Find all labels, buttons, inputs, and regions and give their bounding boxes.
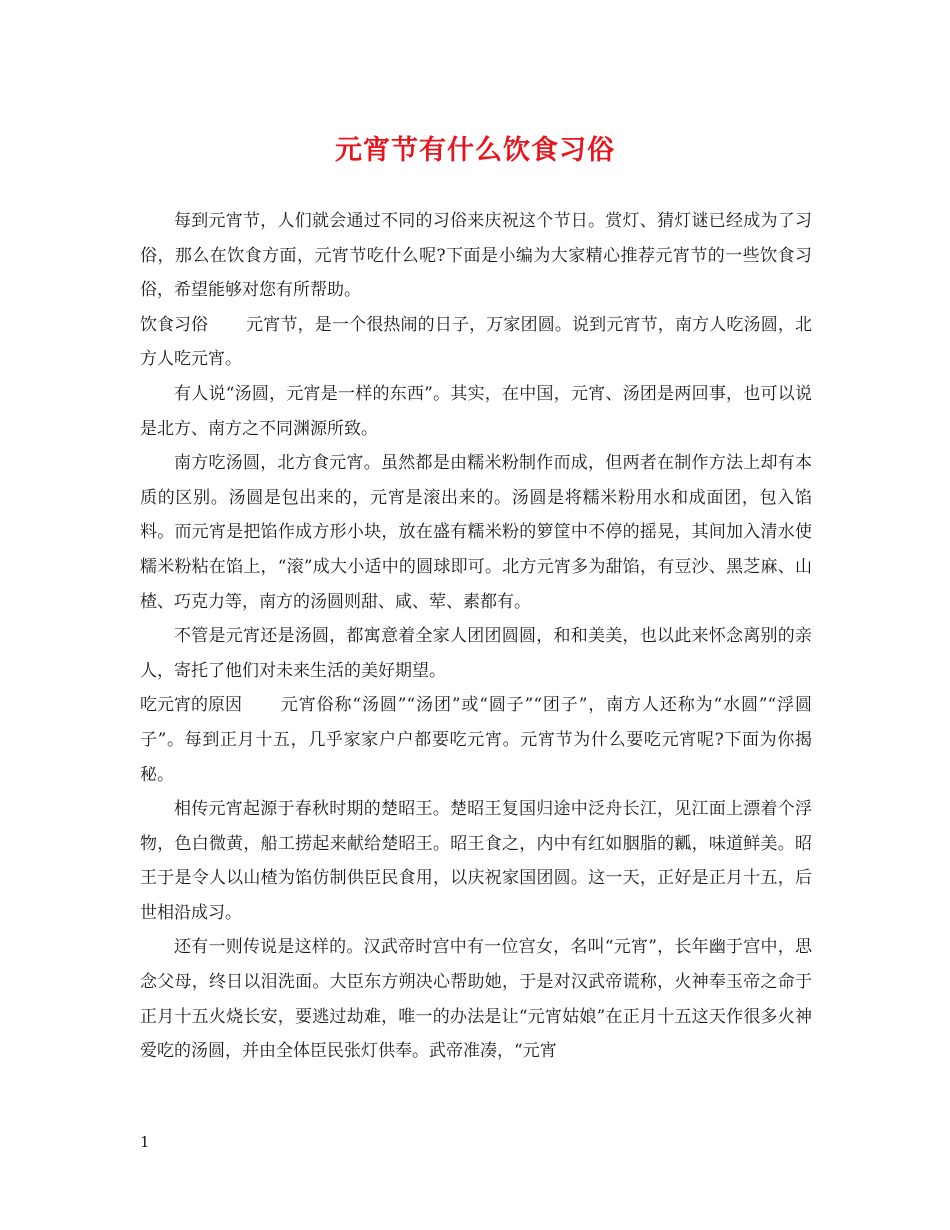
- paragraph-intro: [140, 204, 812, 308]
- page-number: 1: [140, 1133, 150, 1151]
- paragraph-text: 不管是元宵还是汤圆，都寓意着全家人团团圆圆，和和美美，也以此来怀念离别的亲人，寄托了他们对未来生活的美好期望。: [140, 626, 812, 681]
- paragraph-text: 有人说“汤圆，元宵是一样的东西”。其实，在中国，元宵、汤团是两回事，也可以说是北方、南方之不同渊源所致。: [140, 383, 812, 439]
- document-body: [140, 204, 812, 1069]
- paragraph-legend-chu: [140, 792, 812, 930]
- paragraph-text: 元宵俗称“汤圆”“汤团”或“圆子”“团子”，南方人还称为“水圆”“浮圆子”。每到正月十五，几乎家家户户都要吃元宵。元宵节为什么要吃元宵呢?下面为你揭秘。: [140, 695, 812, 785]
- paragraph-text: 每到元宵节，人们就会通过不同的习俗来庆祝这个节日。赏灯、猜灯谜已经成为了习俗，那么在饮食方面，元宵节吃什么呢?下面是小编为大家精心推荐元宵节的一些饮食习俗，希望能够对您有所帮助。: [140, 211, 812, 301]
- paragraph-tangyuan-yuanxiao: [140, 377, 812, 446]
- paragraph-south-north: [140, 446, 812, 619]
- document-title: 元宵节有什么饮食习俗: [335, 135, 615, 166]
- paragraph-reunion: [140, 619, 812, 688]
- section-heading-reason: 吃元宵的原因: [140, 695, 242, 716]
- section-heading-food-customs: 饮食习俗: [140, 314, 208, 335]
- paragraph-reason: [140, 688, 812, 792]
- paragraph-food-customs: [140, 308, 812, 377]
- paragraph-text: 还有一则传说是这样的。汉武帝时宫中有一位宫女，名叫“元宵”，长年幽于宫中，思念父母，终日以泪洗面。大臣东方朔决心帮助她，于是对汉武帝谎称，火神奉玉帝之命于正月十五火烧长安，要逃过劫难，唯一的办法是让“元宵姑娘”在正月十五这天作很多火神爱吃的汤圆，并由全体臣民张灯供奉。武帝准凑，“元宵: [140, 937, 812, 1062]
- paragraph-legend-han: [140, 930, 812, 1068]
- paragraph-text: 元宵节，是一个很热闹的日子，万家团圆。说到元宵节，南方人吃汤圆，北方人吃元宵。: [140, 314, 812, 370]
- paragraph-text: 南方吃汤圆，北方食元宵。虽然都是由糯米粉制作而成，但两者在制作方法上却有本质的区别。汤圆是包出来的，元宵是滚出来的。汤圆是将糯米粉用水和成面团，包入馅料。而元宵是把馅作成方形小块，放在盛有糯米粉的箩筐中不停的摇晃，其间加入清水使糯米粉粘在馅上，“滚”成大小适中的圆球即可。北方元宵多为甜馅，有豆沙、黑芝麻、山楂、巧克力等，南方的汤圆则甜、咸、荤、素都有。: [140, 453, 812, 612]
- paragraph-text: 相传元宵起源于春秋时期的楚昭王。楚昭王复国归途中泛舟长江，见江面上漂着个浮物，色白微黄，船工捞起来献给楚昭王。昭王食之，内中有红如胭脂的瓤，味道鲜美。昭王于是令人以山楂为馅仿制供臣民食用，以庆祝家国团圆。这一天，正好是正月十五，后世相沿成习。: [140, 799, 812, 923]
